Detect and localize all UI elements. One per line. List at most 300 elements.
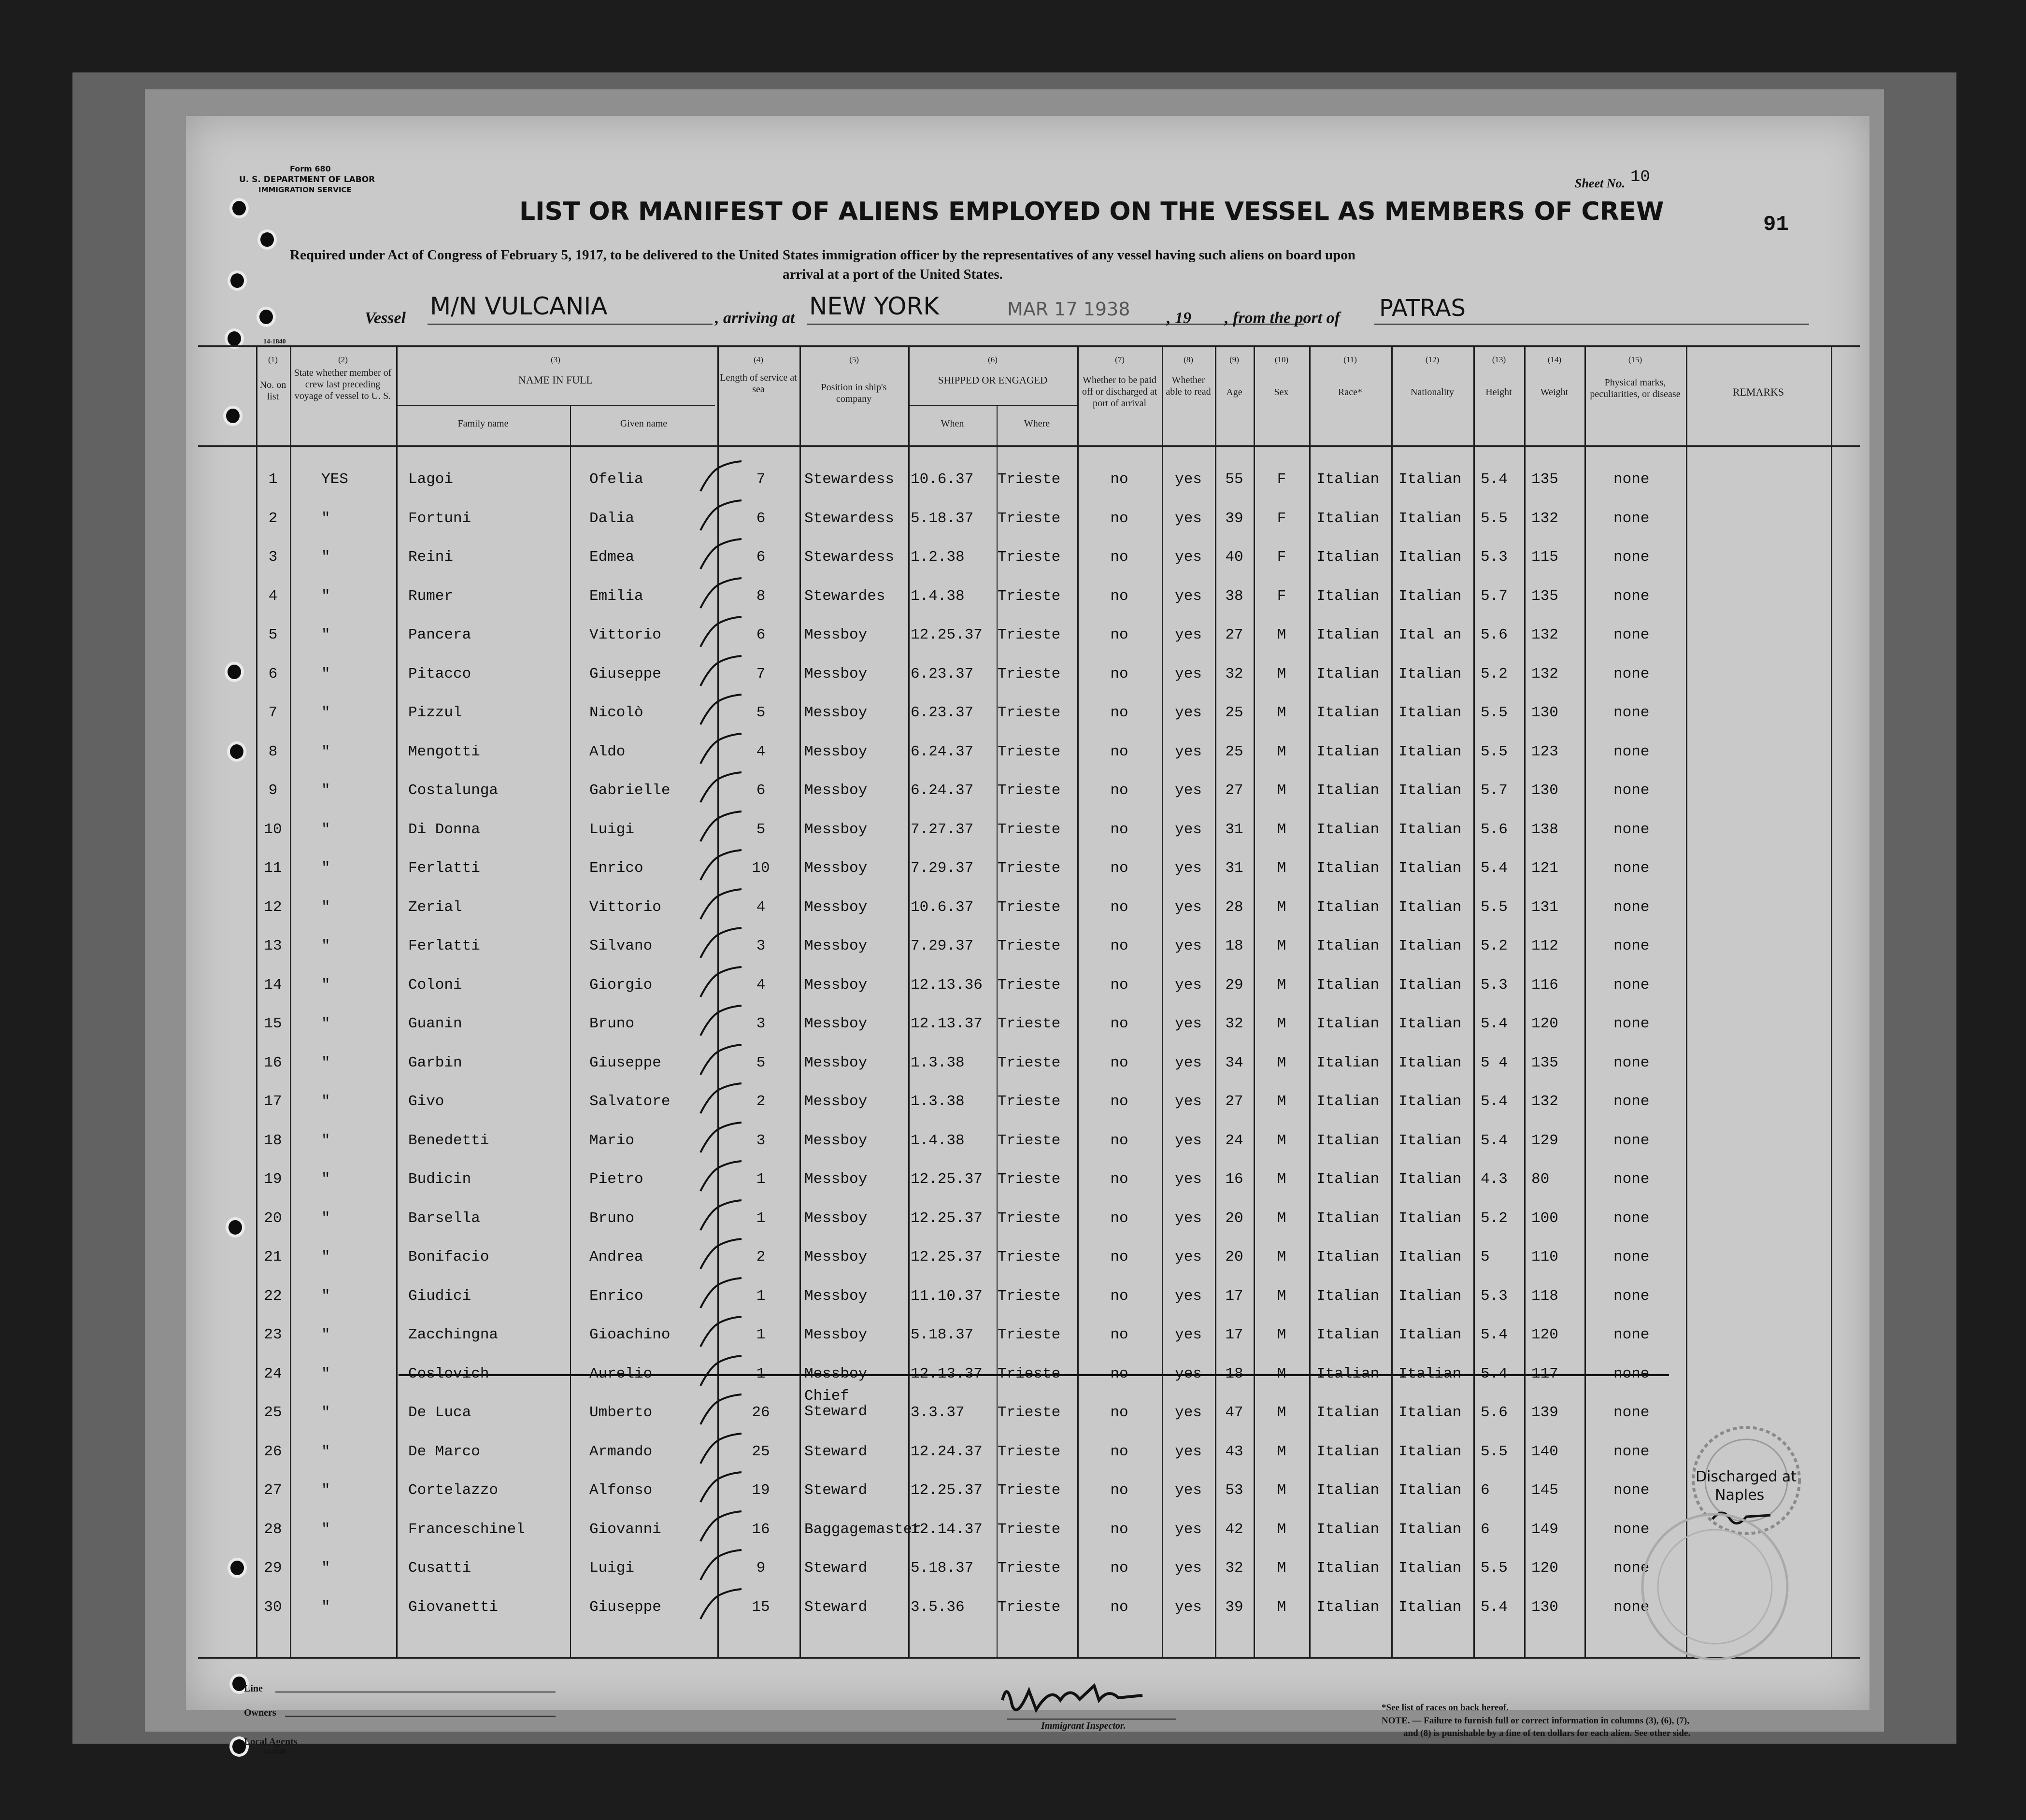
cell-family-name: Barsella bbox=[408, 1209, 480, 1227]
cell-paid-off: no bbox=[1110, 1560, 1128, 1577]
arrival-date-stamp: MAR 17 1938 bbox=[1007, 299, 1130, 320]
cell-given-name: Gioachino bbox=[589, 1326, 671, 1343]
cell-sex: M bbox=[1277, 938, 1286, 954]
cell-given-name: Alfonso bbox=[589, 1482, 653, 1499]
cell-given-name: Edmea bbox=[589, 549, 635, 566]
cell-family-name: De Luca bbox=[408, 1404, 471, 1421]
cell-age: 17 bbox=[1225, 1287, 1243, 1305]
form-title: LIST OR MANIFEST OF ALIENS EMPLOYED ON THE VESSEL AS MEMBERS OF CREW bbox=[519, 197, 1664, 226]
cell-weight: 110 bbox=[1531, 1249, 1558, 1265]
cell-height: 5.2 bbox=[1481, 665, 1508, 682]
cell-sex: M bbox=[1277, 1015, 1286, 1032]
column-number: (1) bbox=[268, 355, 278, 364]
cell-paid-off: no bbox=[1110, 1015, 1128, 1032]
cell-age: 43 bbox=[1225, 1443, 1243, 1460]
check-mark bbox=[693, 1157, 746, 1196]
cell-row-number: 7 bbox=[268, 704, 278, 721]
cell-able-to-read: yes bbox=[1175, 1171, 1202, 1188]
cell-service-years: 7 bbox=[756, 665, 766, 682]
cell-row-number: 19 bbox=[264, 1171, 282, 1188]
cell-service-years: 1 bbox=[756, 1287, 766, 1305]
cell-previous-voyage: " bbox=[321, 626, 330, 643]
cell-race: Italian bbox=[1316, 1132, 1380, 1149]
cell-row-number: 30 bbox=[264, 1598, 282, 1616]
footer-note-races: *See list of races on back hereof. bbox=[1382, 1703, 1509, 1713]
cell-engaged-date: 12.13.36 bbox=[911, 976, 983, 994]
cell-engaged-date: 12.14.37 bbox=[911, 1521, 983, 1538]
cell-row-number: 28 bbox=[264, 1521, 282, 1538]
cell-sex: F bbox=[1277, 549, 1286, 566]
cell-paid-off: no bbox=[1110, 860, 1128, 877]
cell-service-years: 26 bbox=[752, 1404, 770, 1421]
cell-previous-voyage: " bbox=[321, 1015, 330, 1032]
seal-stamp bbox=[1635, 1507, 1795, 1666]
punch-hole bbox=[226, 1217, 245, 1237]
cell-able-to-read: yes bbox=[1175, 587, 1202, 605]
cell-sex: M bbox=[1277, 1171, 1286, 1188]
cell-ship-position: Messboy bbox=[804, 704, 868, 721]
cell-nationality: Italian bbox=[1398, 938, 1462, 954]
cell-physical-marks: none bbox=[1613, 1171, 1650, 1188]
cell-able-to-read: yes bbox=[1175, 1404, 1202, 1421]
cell-sex: M bbox=[1277, 898, 1286, 916]
cell-nationality: Italian bbox=[1398, 1482, 1462, 1499]
cell-age: 32 bbox=[1225, 1015, 1243, 1032]
cell-able-to-read: yes bbox=[1175, 1054, 1202, 1071]
cell-engaged-place: Trieste bbox=[998, 626, 1061, 643]
cell-sex: M bbox=[1277, 1521, 1286, 1538]
cell-height: 5.5 bbox=[1481, 704, 1508, 721]
cell-physical-marks: none bbox=[1613, 1132, 1650, 1149]
cell-engaged-date: 6.24.37 bbox=[911, 743, 974, 760]
cell-race: Italian bbox=[1316, 1598, 1380, 1616]
cell-family-name: Pitacco bbox=[408, 665, 471, 682]
cell-row-number: 11 bbox=[264, 860, 282, 877]
punch-hole bbox=[225, 662, 244, 682]
cell-engaged-date: 12.24.37 bbox=[911, 1443, 983, 1460]
cell-paid-off: no bbox=[1110, 471, 1128, 488]
departure-port: PATRAS bbox=[1379, 295, 1466, 322]
cell-weight: 118 bbox=[1531, 1287, 1558, 1305]
cell-paid-off: no bbox=[1110, 938, 1128, 954]
cell-weight: 130 bbox=[1531, 1598, 1558, 1616]
cell-previous-voyage: " bbox=[321, 1404, 330, 1421]
cell-engaged-date: 5.18.37 bbox=[911, 510, 974, 527]
cell-age: 24 bbox=[1225, 1132, 1243, 1149]
cell-sex: M bbox=[1277, 1443, 1286, 1460]
cell-race: Italian bbox=[1316, 471, 1380, 488]
check-mark bbox=[693, 1041, 746, 1080]
cell-given-name: Giuseppe bbox=[589, 1598, 661, 1616]
cell-paid-off: no bbox=[1110, 1521, 1128, 1538]
cell-sex: M bbox=[1277, 704, 1286, 721]
cell-row-number: 27 bbox=[264, 1482, 282, 1499]
check-mark bbox=[693, 1585, 746, 1624]
cell-paid-off: no bbox=[1110, 1443, 1128, 1460]
cell-nationality: Italian bbox=[1398, 860, 1462, 877]
cell-ship-position: Messboy bbox=[804, 1287, 868, 1305]
cell-family-name: Mengotti bbox=[408, 743, 480, 760]
cell-race: Italian bbox=[1316, 1093, 1380, 1110]
cell-service-years: 3 bbox=[756, 1015, 766, 1032]
cell-weight: 135 bbox=[1531, 1054, 1558, 1071]
cell-physical-marks: none bbox=[1613, 1404, 1650, 1421]
cell-given-name: Giovanni bbox=[589, 1521, 661, 1538]
check-mark bbox=[693, 885, 746, 924]
cell-family-name: Givo bbox=[408, 1093, 444, 1110]
cell-previous-voyage: " bbox=[321, 1249, 330, 1265]
cell-row-number: 5 bbox=[268, 626, 278, 643]
cell-paid-off: no bbox=[1110, 743, 1128, 760]
cell-age: 20 bbox=[1225, 1209, 1243, 1227]
cell-family-name: Giovanetti bbox=[408, 1598, 499, 1616]
cell-height: 6 bbox=[1481, 1482, 1490, 1499]
cell-race: Italian bbox=[1316, 1482, 1380, 1499]
cell-age: 31 bbox=[1225, 860, 1243, 877]
cell-able-to-read: yes bbox=[1175, 1482, 1202, 1499]
cell-race: Italian bbox=[1316, 1521, 1380, 1538]
cell-race: Italian bbox=[1316, 704, 1380, 721]
cell-sex: M bbox=[1277, 1287, 1286, 1305]
cell-family-name: De Marco bbox=[408, 1443, 480, 1460]
cell-engaged-place: Trieste bbox=[998, 1521, 1061, 1538]
col-header-family-name: Family name bbox=[457, 418, 509, 429]
check-mark bbox=[693, 1119, 746, 1157]
cell-able-to-read: yes bbox=[1175, 821, 1202, 838]
cell-nationality: Italian bbox=[1398, 665, 1462, 682]
cell-given-name: Mario bbox=[589, 1132, 635, 1149]
cell-nationality: Italian bbox=[1398, 1171, 1462, 1188]
cell-sex: M bbox=[1277, 860, 1286, 877]
cell-previous-voyage: " bbox=[321, 1209, 330, 1227]
cell-ship-position: Messboy bbox=[804, 626, 868, 643]
check-mark bbox=[693, 1546, 746, 1585]
cell-weight: 132 bbox=[1531, 510, 1558, 527]
underline bbox=[428, 324, 713, 325]
cell-height: 5.7 bbox=[1481, 782, 1508, 799]
cell-height: 5.4 bbox=[1481, 1132, 1508, 1149]
cell-given-name: Luigi bbox=[589, 821, 635, 838]
cell-given-name: Aldo bbox=[589, 743, 626, 760]
cell-paid-off: no bbox=[1110, 1249, 1128, 1265]
cell-family-name: Guanin bbox=[408, 1015, 462, 1032]
col-divider bbox=[1162, 345, 1163, 1657]
cell-given-name: Salvatore bbox=[589, 1093, 671, 1110]
cell-paid-off: no bbox=[1110, 1326, 1128, 1343]
cell-engaged-place: Trieste bbox=[998, 1209, 1061, 1227]
column-number: (10) bbox=[1274, 355, 1289, 364]
form-subtitle-1: Required under Act of Congress of February 5, 1917, to be delivered to the United States immigration officer by the representatives of any vessel having such aliens on board upon bbox=[290, 247, 1355, 263]
cell-race: Italian bbox=[1316, 665, 1380, 682]
cell-engaged-date: 3.3.37 bbox=[911, 1404, 965, 1421]
cell-age: 31 bbox=[1225, 821, 1243, 838]
column-number: (4) bbox=[754, 355, 763, 364]
cell-ship-position: Messboy bbox=[804, 782, 868, 799]
cell-engaged-date: 12.25.37 bbox=[911, 1209, 983, 1227]
cell-engaged-date: 7.27.37 bbox=[911, 821, 974, 838]
col-divider bbox=[570, 406, 571, 1657]
cell-family-name: Ferlatti bbox=[408, 938, 480, 954]
cell-physical-marks: none bbox=[1613, 976, 1650, 994]
cell-engaged-place: Trieste bbox=[998, 665, 1061, 682]
cell-physical-marks: none bbox=[1613, 1560, 1650, 1577]
sheet-label: Sheet No. bbox=[1575, 176, 1625, 190]
cell-nationality: Italian bbox=[1398, 1209, 1462, 1227]
cell-weight: 149 bbox=[1531, 1521, 1558, 1538]
cell-height: 6 bbox=[1481, 1521, 1490, 1538]
cell-sex: M bbox=[1277, 821, 1286, 838]
form-code: 14-1840 bbox=[263, 338, 286, 345]
check-mark bbox=[693, 1235, 746, 1274]
cell-paid-off: no bbox=[1110, 1209, 1128, 1227]
cell-ship-position: Messboy bbox=[804, 665, 868, 682]
col-header-previous-voyage: State whether member of crew last preceding voyage of vessel to U. S. bbox=[294, 368, 392, 401]
cell-family-name: Di Donna bbox=[408, 821, 480, 838]
cell-ship-position: Messboy bbox=[804, 938, 868, 954]
cell-given-name: Luigi bbox=[589, 1560, 635, 1577]
cell-age: 39 bbox=[1225, 510, 1243, 527]
cell-height: 5.4 bbox=[1481, 860, 1508, 877]
cell-age: 29 bbox=[1225, 976, 1243, 994]
cell-engaged-date: 12.25.37 bbox=[911, 1249, 983, 1265]
col-divider bbox=[1254, 345, 1255, 1657]
cell-service-years: 6 bbox=[756, 510, 766, 527]
cell-able-to-read: yes bbox=[1175, 1560, 1202, 1577]
cell-row-number: 14 bbox=[264, 976, 282, 994]
cell-able-to-read: yes bbox=[1175, 938, 1202, 954]
cell-sex: M bbox=[1277, 1404, 1286, 1421]
check-mark bbox=[693, 691, 746, 729]
cell-age: 32 bbox=[1225, 1560, 1243, 1577]
cell-physical-marks: none bbox=[1613, 938, 1650, 954]
cell-nationality: Italian bbox=[1398, 1326, 1462, 1343]
page-number: 91 bbox=[1763, 213, 1789, 237]
cell-family-name: Pizzul bbox=[408, 704, 462, 721]
cell-service-years: 6 bbox=[756, 549, 766, 566]
cell-previous-voyage: " bbox=[321, 1598, 330, 1616]
cell-race: Italian bbox=[1316, 898, 1380, 916]
cell-engaged-place: Trieste bbox=[998, 1326, 1061, 1343]
cell-race: Italian bbox=[1316, 626, 1380, 643]
col-divider bbox=[1391, 345, 1393, 1657]
cell-physical-marks: none bbox=[1613, 1326, 1650, 1343]
cell-able-to-read: yes bbox=[1175, 1326, 1202, 1343]
cell-able-to-read: yes bbox=[1175, 471, 1202, 488]
cell-paid-off: no bbox=[1110, 1598, 1128, 1616]
cell-age: 17 bbox=[1225, 1326, 1243, 1343]
cell-engaged-date: 5.18.37 bbox=[911, 1560, 974, 1577]
cell-previous-voyage: " bbox=[321, 1132, 330, 1149]
cell-paid-off: no bbox=[1110, 821, 1128, 838]
strike-through-line bbox=[399, 1374, 1669, 1376]
punch-hole bbox=[257, 307, 276, 327]
cell-sex: M bbox=[1277, 976, 1286, 994]
cell-given-name: Gabrielle bbox=[589, 782, 671, 799]
cell-race: Italian bbox=[1316, 782, 1380, 799]
cell-able-to-read: yes bbox=[1175, 1521, 1202, 1538]
cell-able-to-read: yes bbox=[1175, 860, 1202, 877]
cell-physical-marks: none bbox=[1613, 743, 1650, 760]
column-number: (9) bbox=[1229, 355, 1239, 364]
cell-engaged-place: Trieste bbox=[998, 704, 1061, 721]
cell-service-years: 16 bbox=[752, 1521, 770, 1538]
cell-previous-voyage: " bbox=[321, 743, 330, 760]
column-number: (3) bbox=[551, 355, 560, 364]
underline bbox=[304, 1745, 556, 1746]
cell-age: 47 bbox=[1225, 1404, 1243, 1421]
col-divider bbox=[1215, 345, 1216, 1657]
cell-height: 5.2 bbox=[1481, 938, 1508, 954]
cell-previous-voyage: " bbox=[321, 898, 330, 916]
cell-nationality: Italian bbox=[1398, 1521, 1462, 1538]
column-number: (12) bbox=[1425, 355, 1440, 364]
cell-nationality: Italian bbox=[1398, 471, 1462, 488]
column-number: (8) bbox=[1184, 355, 1193, 364]
cell-ship-position: Messboy bbox=[804, 1209, 868, 1227]
cell-paid-off: no bbox=[1110, 587, 1128, 605]
cell-row-number: 1 bbox=[268, 471, 278, 488]
cell-race: Italian bbox=[1316, 1560, 1380, 1577]
cell-ship-position: Steward bbox=[804, 1560, 868, 1577]
col-header-where: Where bbox=[1024, 418, 1050, 429]
check-mark bbox=[693, 846, 746, 885]
cell-weight: 121 bbox=[1531, 860, 1558, 877]
check-mark bbox=[693, 963, 746, 1002]
cell-physical-marks: none bbox=[1613, 1093, 1650, 1110]
cell-physical-marks: none bbox=[1613, 860, 1650, 877]
cell-ship-position: Steward bbox=[804, 1482, 868, 1499]
cell-family-name: Giudici bbox=[408, 1287, 471, 1305]
cell-weight: 123 bbox=[1531, 743, 1558, 760]
cell-weight: 132 bbox=[1531, 1093, 1558, 1110]
cell-age: 25 bbox=[1225, 704, 1243, 721]
cell-given-name: Dalia bbox=[589, 510, 635, 527]
cell-engaged-place: Trieste bbox=[998, 471, 1061, 488]
cell-physical-marks: none bbox=[1613, 782, 1650, 799]
cell-engaged-date: 6.23.37 bbox=[911, 665, 974, 682]
cell-able-to-read: yes bbox=[1175, 898, 1202, 916]
cell-age: 16 bbox=[1225, 1171, 1243, 1188]
cell-physical-marks: none bbox=[1613, 1443, 1650, 1460]
cell-sex: M bbox=[1277, 626, 1286, 643]
cell-row-number: 16 bbox=[264, 1054, 282, 1071]
cell-race: Italian bbox=[1316, 1249, 1380, 1265]
cell-service-years: 4 bbox=[756, 898, 766, 916]
cell-previous-voyage: " bbox=[321, 587, 330, 605]
cell-family-name: Pancera bbox=[408, 626, 471, 643]
cell-physical-marks: none bbox=[1613, 1015, 1650, 1032]
cell-physical-marks: none bbox=[1613, 1287, 1650, 1305]
column-number: (15) bbox=[1628, 355, 1642, 364]
cell-given-name: Pietro bbox=[589, 1171, 643, 1188]
cell-nationality: Italian bbox=[1398, 587, 1462, 605]
year-label: , 19 bbox=[1167, 309, 1191, 327]
cell-physical-marks: none bbox=[1613, 821, 1650, 838]
cell-height: 5.2 bbox=[1481, 1209, 1508, 1227]
cell-ship-position: Messboy bbox=[804, 821, 868, 838]
col-header-height: Height bbox=[1485, 387, 1512, 398]
check-mark bbox=[693, 808, 746, 846]
cell-nationality: Italian bbox=[1398, 1093, 1462, 1110]
cell-able-to-read: yes bbox=[1175, 1132, 1202, 1149]
punch-hole bbox=[229, 198, 249, 218]
cell-able-to-read: yes bbox=[1175, 1209, 1202, 1227]
check-mark bbox=[693, 457, 746, 496]
col-divider bbox=[1584, 345, 1586, 1657]
cell-race: Italian bbox=[1316, 938, 1380, 954]
cell-engaged-date: 7.29.37 bbox=[911, 860, 974, 877]
cell-age: 53 bbox=[1225, 1482, 1243, 1499]
cell-ship-position: Baggagemaster bbox=[804, 1521, 921, 1538]
cell-ship-position: Messboy bbox=[804, 1054, 868, 1071]
cell-age: 27 bbox=[1225, 782, 1243, 799]
cell-ship-position: Messboy bbox=[804, 860, 868, 877]
check-mark bbox=[693, 1468, 746, 1507]
from-port-label: , from the port of bbox=[1225, 309, 1340, 327]
cell-age: 40 bbox=[1225, 549, 1243, 566]
cell-physical-marks: none bbox=[1613, 587, 1650, 605]
cell-row-number: 25 bbox=[264, 1404, 282, 1421]
check-mark bbox=[693, 497, 746, 535]
cell-engaged-place: Trieste bbox=[998, 1598, 1061, 1616]
arrival-port: NEW YORK bbox=[809, 292, 940, 320]
cell-engaged-place: Trieste bbox=[998, 743, 1061, 760]
cell-weight: 145 bbox=[1531, 1482, 1558, 1499]
cell-service-years: 8 bbox=[756, 587, 766, 605]
cell-height: 5 bbox=[1481, 1249, 1490, 1265]
cell-race: Italian bbox=[1316, 1209, 1380, 1227]
underline bbox=[285, 1716, 556, 1717]
cell-race: Italian bbox=[1316, 1287, 1380, 1305]
cell-paid-off: no bbox=[1110, 1054, 1128, 1071]
cell-row-number: 23 bbox=[264, 1326, 282, 1343]
cell-paid-off: no bbox=[1110, 626, 1128, 643]
department-label: U. S. DEPARTMENT OF LABOR bbox=[239, 175, 375, 185]
col-header-sex: Sex bbox=[1274, 387, 1289, 398]
footer-code: 14-1840 bbox=[263, 1749, 286, 1756]
cell-height: 5.5 bbox=[1481, 898, 1508, 916]
cell-paid-off: no bbox=[1110, 549, 1128, 566]
cell-height: 4.3 bbox=[1481, 1171, 1508, 1188]
cell-age: 34 bbox=[1225, 1054, 1243, 1071]
cell-given-name: Nicolò bbox=[589, 704, 643, 721]
cell-previous-voyage: " bbox=[321, 1326, 330, 1343]
cell-row-number: 3 bbox=[268, 549, 278, 566]
check-mark bbox=[693, 535, 746, 574]
cell-ship-position: Messboy bbox=[804, 1132, 868, 1149]
cell-previous-voyage: " bbox=[321, 782, 330, 799]
cell-sex: M bbox=[1277, 782, 1286, 799]
cell-row-number: 21 bbox=[264, 1249, 282, 1265]
inspector-label: Immigrant Inspector. bbox=[1041, 1720, 1126, 1731]
cell-engaged-date: 11.10.37 bbox=[911, 1287, 983, 1305]
cell-race: Italian bbox=[1316, 1443, 1380, 1460]
cell-ship-position: Stewardes bbox=[804, 587, 885, 605]
check-mark bbox=[693, 768, 746, 807]
cell-ship-position: Messboy bbox=[804, 1326, 868, 1343]
cell-height: 5.6 bbox=[1481, 626, 1508, 643]
cell-engaged-date: 1.2.38 bbox=[911, 549, 965, 566]
cell-family-name: Cortelazzo bbox=[408, 1482, 499, 1499]
cell-able-to-read: yes bbox=[1175, 510, 1202, 527]
cell-engaged-place: Trieste bbox=[998, 1171, 1061, 1188]
shipped-subheader-rule bbox=[908, 405, 1077, 406]
cell-age: 38 bbox=[1225, 587, 1243, 605]
cell-row-number: 12 bbox=[264, 898, 282, 916]
cell-service-years: 1 bbox=[756, 1209, 766, 1227]
cell-age: 28 bbox=[1225, 898, 1243, 916]
cell-given-name: Giuseppe bbox=[589, 1054, 661, 1071]
